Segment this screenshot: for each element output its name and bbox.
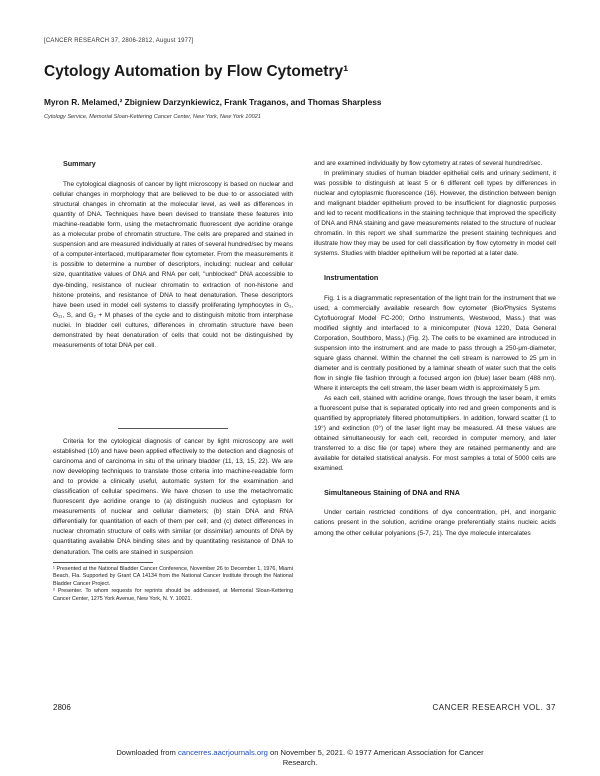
download-prefix: Downloaded from	[116, 748, 178, 757]
footnote-2: ² Presenter. To whom requests for reprints should be addressed, at Memorial Sloan-Kettering Cancer Center, 1275 York Avenue, New York, N. Y. 10021.	[53, 588, 293, 602]
page-number: 2806	[53, 703, 71, 712]
author-list: Myron R. Melamed,² Zbigniew Darzynkiewicz, Frank Traganos, and Thomas Sharpless	[44, 97, 382, 107]
right-column	[314, 159, 556, 539]
instrumentation-paragraph: Fig. 1 is a diagrammatic representation of the light train for the instrument that we used, a commercially available research flow cytometer (Bio/Physics Systems Cytofluorograf Model FC-200; Ortho Instruments, Westwood, Mass.) that was modified slightly and interfaced to a minicomputer (Nova 1220, Data General Corporation, Southboro, Mass.) (Fig. 2). The cells to be examined are introduced in suspension into the instrument and are made to pass through a 250-μm-diameter, square glass channel. Within the channel the cell stream is narrowed to 25 μm in diameter and is centrally positioned by a laminar sheath of water such that the cells flow in single file fashion through a focused argon ion (blue) laser beam (488 nm). Where it intercepts the cell stream, the laser beam width is approximately 5 μm.	[314, 294, 556, 392]
footnotes	[53, 566, 293, 603]
footnote-divider	[53, 562, 153, 563]
intro-section	[53, 437, 293, 558]
summary-section	[53, 159, 293, 351]
journal-header: [CANCER RESEARCH 37, 2806-2812, August 1977]	[44, 38, 194, 44]
preliminary-paragraph: In preliminary studies of human bladder epithelial cells and urinary sediment, it was possible to distinguish at least 5 or 6 different cell types by differences in nuclear and cytoplasmic fluorescence (16). However, the distinction between benign and malignant bladder epithelium proved to be insufficient for diagnostic purposes and led to recent modifications in the staining technique that improved the specificity of DNA and RNA staining and gave measurements related to the structure of nuclear chromatin. In this report we shall summarize the present staining techniques and illustrate how they may be used for cell classification by flow cytometry in model cell systems. Studies with bladder epithelium will be reported at a later date.	[314, 170, 556, 258]
simultaneous-staining-heading: Simultaneous Staining of DNA and RNA	[324, 488, 460, 498]
affiliation: Cytology Service, Memorial Sloan-Kettering Cancer Center, New York, New York 10021	[44, 114, 261, 120]
each-cell-paragraph: As each cell, stained with acridine orange, flows through the laser beam, it emits a fluorescent pulse that is separated optically into red and green components and is quantified by appropriately filtered photomultipliers. In addition, forward scatter (1 to 19°) and extinction (0°) of the laser light may be measured. All these values are obtained simultaneously for each cell, recorded in computer memory, and later transferred to a disc file (or tape) where they are retained permanently and are available for detailed statistical analysis. For most samples a total of 5000 cells are examined.	[314, 394, 556, 473]
summary-paragraph: The cytological diagnosis of cancer by light microscopy is based on nuclear and cellular changes in morphology that are believed to be due to or associated with structural changes in chromatin at the molecular level, as well as differences in quantity of DNA. Techniques have been devised to translate these features into machine-readable form, using the metachromatic fluorescent dye acridine orange as a molecular probe of chromatin structure. The cells are prepared and stained in suspension and are measured individually at rates of several hundred/sec by means of a computer-interfaced, multiparameter flow cytometer. From the measurements it is possible to determine a number of descriptors, including: nuclear and cellular size, quantitative values of DNA and RNA per cell, "unblocked" DNA accessible to dye-binding, resistance of nuclear chromatin to extraction of non-histone and histone proteins, and resistance of DNA to heat denaturation. These descriptors have been used in model cell systems to classify proliferating lymphocytes in G₁, G₁₁, S, and G₂ + M phases of the cycle and to distinguish mitotic from interphase nuclei. In bladder cell cultures, differences in chromatin structure have been demonstrated by heat denaturation of cells that could not be distinguished by measurements of total DNA per cell.	[53, 181, 293, 349]
summary-heading: Summary	[63, 159, 96, 168]
footnote-1: ¹ Presented at the National Bladder Cancer Conference, November 26 to December 1, 1976, Miami Beach, Fla. Supported by Grant CA 14134 from the National Cancer Institute through the National Bladder Cancer Project.	[53, 566, 293, 587]
download-link[interactable]: cancerres.aacrjournals.org	[177, 748, 268, 757]
criteria-paragraph: Criteria for the cytological diagnosis of cancer by light microscopy are well established (10) and have been applied effectively to the detection and diagnosis of carcinoma and of carcinoma in situ of the urinary bladder (11, 13, 15, 22). We are now developing techniques to translate those criteria into machine-readable form and to provide a clinically useful, automatic system for the examination and classification of cellular specimens. We have chosen to use the metachromatic fluorescent dye acridine orange to (a) distinguish nucleus and cytoplasm for measurements of nuclear and cellular diameters; (b) stain DNA and RNA differentially for quantitation of each of them per cell; and (c) detect differences in nuclear chromatin structure of cells with similar (or dissimilar) amounts of DNA by quantitating available DNA binding sites and by quantitating resistance of DNA to denaturation. The cells are stained in suspension	[53, 438, 293, 556]
continuation-paragraph: and are examined individually by flow cytometry at rates of several hundred/sec.	[314, 160, 543, 167]
download-notice	[0, 748, 600, 767]
instrumentation-heading: Instrumentation	[324, 273, 379, 283]
section-divider	[118, 428, 228, 429]
download-suffix: on November 5, 2021. © 1977 American Association for Cancer	[267, 748, 484, 757]
download-line2: Research.	[282, 757, 318, 767]
journal-footer: CANCER RESEARCH VOL. 37	[432, 703, 556, 712]
paper-title: Cytology Automation by Flow Cytometry¹	[44, 63, 349, 80]
simultaneous-staining-paragraph: Under certain restricted conditions of dye concentration, pH, and inorganic cations present in the solution, acridine orange preferentially stains nucleic acids among the other cellular polyanions (5-7, 21). The dye molecule intercalates	[314, 509, 556, 537]
